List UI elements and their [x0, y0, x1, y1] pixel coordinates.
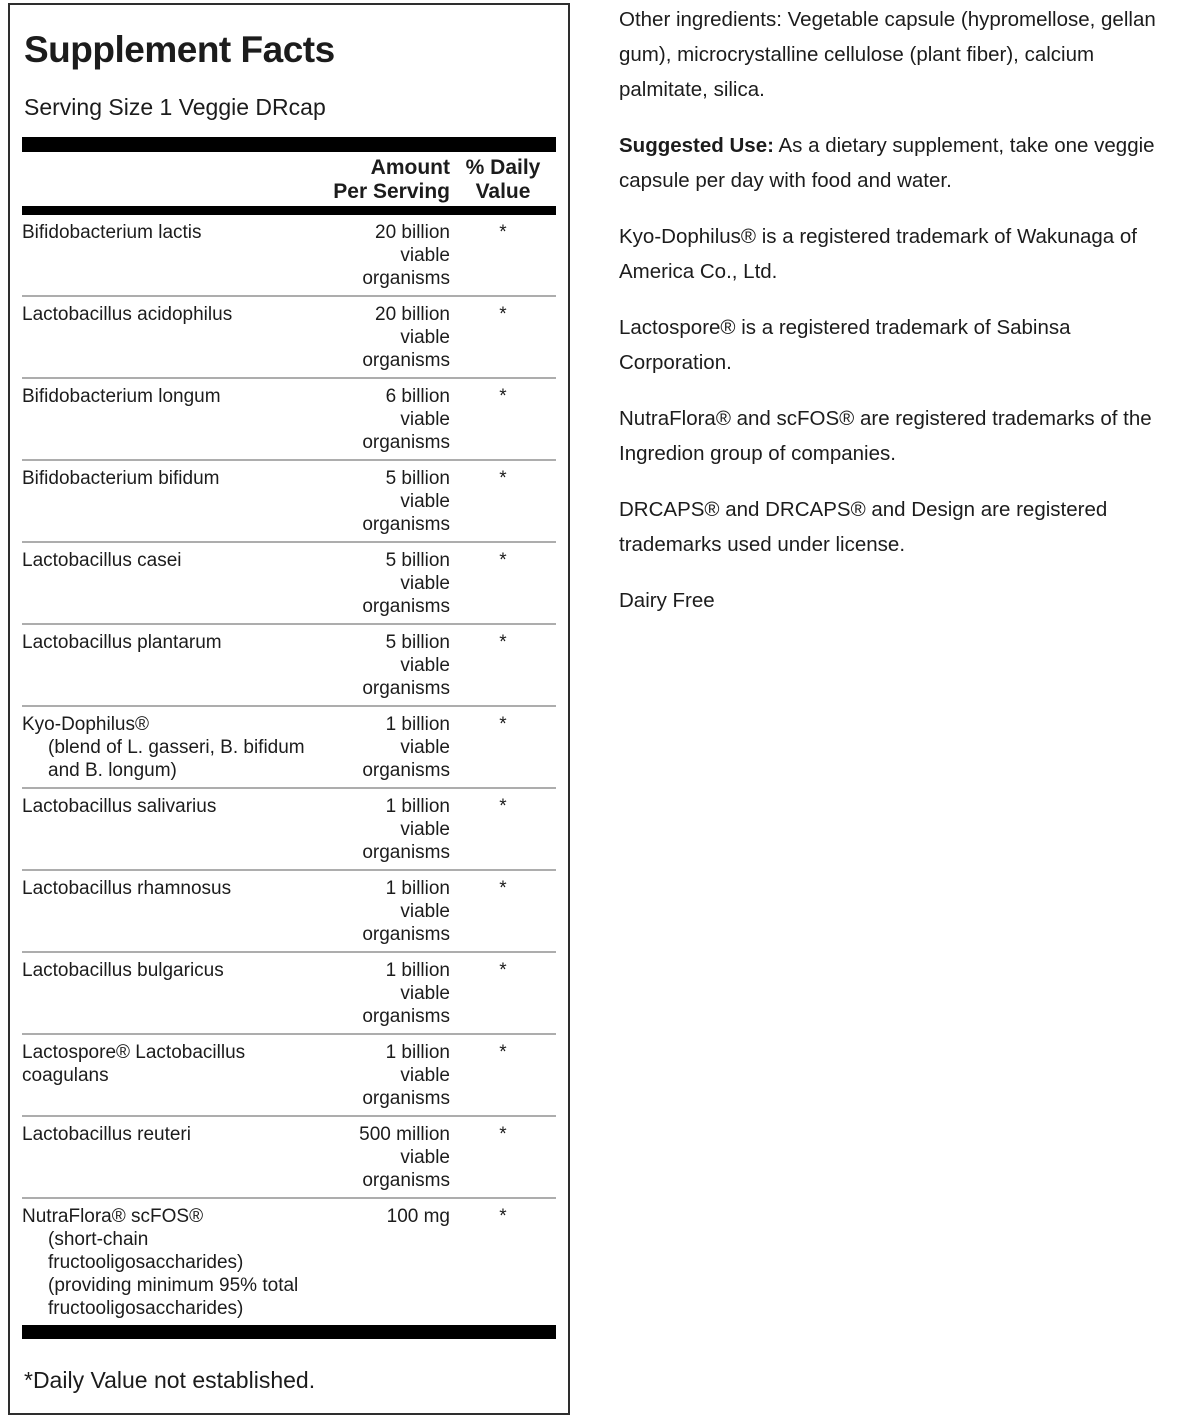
ingredient-amount [325, 1205, 450, 1320]
divider-bar-header [22, 206, 556, 215]
ingredient-amount [325, 303, 450, 372]
ingredient-amount [325, 877, 450, 946]
ingredient-amount-line: viable [400, 327, 450, 348]
ingredient-amount-line: organisms [362, 760, 450, 781]
ingredient-name [22, 1041, 325, 1110]
ingredient-name-line: Lactobacillus bulgaricus [22, 960, 224, 981]
ingredient-amount-line: 5 billion [385, 632, 450, 653]
ingredient-name-line: Lactobacillus plantarum [22, 632, 222, 653]
ingredient-name-line: (providing minimum 95% total [48, 1275, 299, 1296]
ingredient-amount-line: organisms [362, 842, 450, 863]
ingredient-name [22, 877, 325, 946]
ingredient-amount-line: organisms [362, 1170, 450, 1191]
table-row [22, 379, 556, 461]
ingredient-amount-line: viable [400, 573, 450, 594]
ingredient-daily-value: * [499, 1042, 507, 1063]
supplement-facts-panel [8, 3, 570, 1415]
header-amount-line2: Per Serving [333, 180, 450, 203]
serving-size: Serving Size 1 Veggie DRcap [24, 94, 326, 120]
ingredient-amount-line: organisms [362, 596, 450, 617]
table-row [22, 707, 556, 789]
header-percent-daily-value [450, 156, 556, 204]
ingredient-name-line: Bifidobacterium bifidum [22, 468, 220, 489]
ingredient-name-line: and B. longum) [48, 760, 177, 781]
ingredient-daily-value: * [499, 468, 507, 489]
table-row [22, 543, 556, 625]
header-dv-line2: Value [475, 180, 531, 203]
ingredient-amount-line: organisms [362, 924, 450, 945]
ingredient-amount-line: 6 billion [385, 386, 450, 407]
ingredient-amount-line: 1 billion [385, 1042, 450, 1063]
header-amount-line1: Amount [370, 156, 450, 179]
table-row [22, 297, 556, 379]
ingredient-amount-line: 1 billion [385, 878, 450, 899]
table-row [22, 789, 556, 871]
ingredient-amount-line: organisms [362, 432, 450, 453]
ingredient-daily-value: * [499, 1124, 507, 1145]
ingredient-amount-line: viable [400, 1147, 450, 1168]
ingredient-amount-line: 5 billion [385, 550, 450, 571]
ingredient-name [22, 549, 325, 618]
ingredient-name [22, 1205, 325, 1320]
ingredient-name [22, 221, 325, 290]
ingredient-name [22, 467, 325, 536]
table-header-row [22, 152, 556, 206]
ingredient-amount [325, 959, 450, 1028]
divider-bar-bottom [22, 1325, 556, 1339]
ingredient-amount-line: viable [400, 819, 450, 840]
ingredient-amount [325, 549, 450, 618]
ingredient-daily-value: * [499, 304, 507, 325]
ingredient-amount-line: 20 billion [375, 304, 450, 325]
table-row [22, 625, 556, 707]
info-paragraph: Lactospore® is a registered trademark of Sabinsa Corporation. [619, 316, 1071, 374]
ingredient-amount-line: organisms [362, 350, 450, 371]
ingredient-amount-line: organisms [362, 1088, 450, 1109]
ingredient-daily-value: * [499, 796, 507, 817]
info-paragraph: Suggested Use: As a dietary supplement, take one veggie capsule per day with food and water. [619, 134, 1155, 192]
ingredient-name-line: Bifidobacterium longum [22, 386, 221, 407]
ingredient-daily-value: * [499, 878, 507, 899]
ingredient-amount-line: viable [400, 491, 450, 512]
table-row [22, 461, 556, 543]
ingredient-name-line: Lactobacillus rhamnosus [22, 878, 232, 899]
ingredient-name-line: fructooligosaccharides) [48, 1252, 244, 1273]
ingredient-name-line: fructooligosaccharides) [48, 1298, 244, 1319]
ingredient-name-line: (blend of L. gasseri, B. bifidum [48, 737, 305, 758]
ingredient-name-line: Lactospore® Lactobacillus [22, 1042, 246, 1063]
ingredient-amount-line: 20 billion [375, 222, 450, 243]
ingredient-amount-line: organisms [362, 268, 450, 289]
ingredient-amount-line: organisms [362, 678, 450, 699]
ingredient-amount-line: organisms [362, 514, 450, 535]
ingredient-amount-line: viable [400, 245, 450, 266]
ingredient-amount-line: viable [400, 655, 450, 676]
header-dv-line1: % Daily [465, 156, 541, 179]
ingredient-amount [325, 385, 450, 454]
ingredient-amount [325, 1041, 450, 1110]
ingredient-amount-line: viable [400, 983, 450, 1004]
info-paragraph: Other ingredients: Vegetable capsule (hypromellose, gellan gum), microcrystalline cellulose (plant fiber), calcium palmitate, silica. [619, 8, 1156, 101]
ingredient-daily-value: * [499, 386, 507, 407]
info-column [619, 0, 1181, 639]
ingredient-daily-value: * [499, 714, 507, 735]
ingredient-name [22, 385, 325, 454]
info-paragraph: Dairy Free [619, 589, 715, 612]
ingredient-amount-line: 1 billion [385, 960, 450, 981]
ingredient-name [22, 795, 325, 864]
ingredient-name-line: Lactobacillus acidophilus [22, 304, 233, 325]
ingredient-name-line: (short-chain [48, 1229, 149, 1250]
info-paragraph: DRCAPS® and DRCAPS® and Design are registered trademarks used under license. [619, 498, 1108, 556]
ingredient-amount [325, 795, 450, 864]
ingredient-amount-line: viable [400, 409, 450, 430]
daily-value-footnote: *Daily Value not established. [24, 1367, 316, 1393]
ingredient-name [22, 1123, 325, 1192]
table-row [22, 953, 556, 1035]
ingredient-amount [325, 467, 450, 536]
ingredient-name-line: Lactobacillus salivarius [22, 796, 217, 817]
ingredient-amount [325, 1123, 450, 1192]
ingredient-amount-line: viable [400, 737, 450, 758]
ingredient-name-line: Lactobacillus reuteri [22, 1124, 191, 1145]
paragraph-bold-prefix: Suggested Use: [619, 134, 774, 157]
ingredient-name-line: Lactobacillus casei [22, 550, 182, 571]
table-row [22, 215, 556, 297]
ingredient-name-line: Kyo-Dophilus® [22, 714, 149, 735]
ingredient-amount-line: 1 billion [385, 714, 450, 735]
divider-bar-top [22, 137, 556, 152]
ingredient-name-line: coagulans [22, 1065, 109, 1086]
header-spacer [22, 156, 325, 204]
ingredient-daily-value: * [499, 960, 507, 981]
ingredient-name [22, 713, 325, 782]
ingredient-amount-line: 5 billion [385, 468, 450, 489]
table-row [22, 1117, 556, 1199]
ingredient-amount [325, 713, 450, 782]
ingredient-name [22, 959, 325, 1028]
ingredient-amount-line: 500 million [359, 1124, 450, 1145]
ingredient-daily-value: * [499, 632, 507, 653]
ingredient-amount-line: viable [400, 1065, 450, 1086]
table-row [22, 871, 556, 953]
ingredient-amount-line: organisms [362, 1006, 450, 1027]
ingredient-amount [325, 221, 450, 290]
header-amount-per-serving [325, 156, 450, 204]
ingredient-daily-value: * [499, 1206, 507, 1227]
ingredient-name-line: NutraFlora® scFOS® [22, 1206, 204, 1227]
ingredient-amount-line: 100 mg [386, 1206, 450, 1227]
info-paragraph: NutraFlora® and scFOS® are registered trademarks of the Ingredion group of companies. [619, 407, 1152, 465]
ingredient-daily-value: * [499, 550, 507, 571]
ingredient-daily-value: * [499, 222, 507, 243]
panel-title: Supplement Facts [24, 29, 335, 70]
info-paragraph: Kyo-Dophilus® is a registered trademark of Wakunaga of America Co., Ltd. [619, 225, 1137, 283]
ingredient-amount-line: 1 billion [385, 796, 450, 817]
ingredient-amount [325, 631, 450, 700]
table-row [22, 1035, 556, 1117]
ingredient-name [22, 631, 325, 700]
ingredient-amount-line: viable [400, 901, 450, 922]
table-row [22, 1199, 556, 1325]
ingredient-table [22, 215, 556, 1325]
ingredient-name-line: Bifidobacterium lactis [22, 222, 202, 243]
ingredient-name [22, 303, 325, 372]
